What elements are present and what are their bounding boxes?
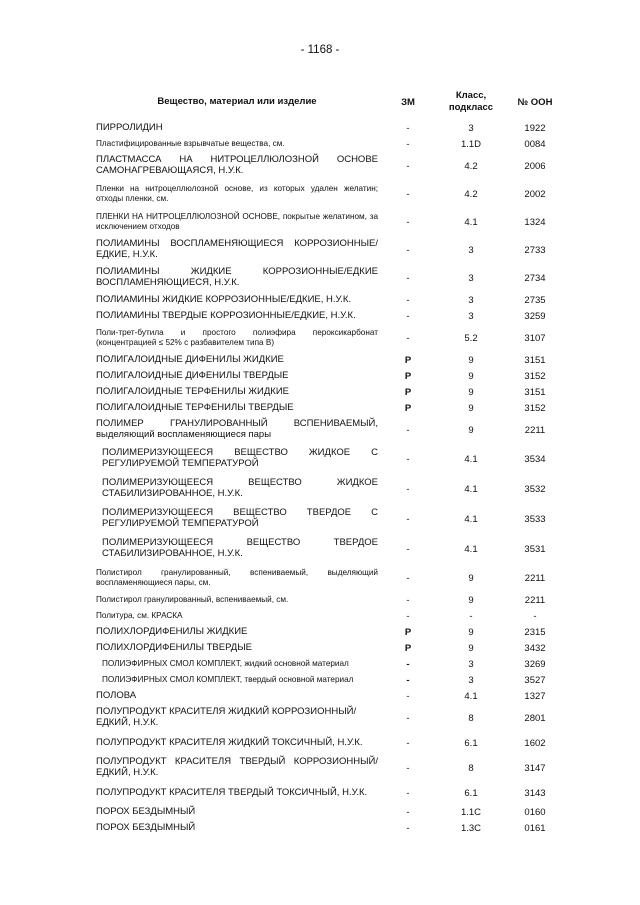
table-header bbox=[96, 84, 566, 120]
substance-name: ПОЛИХЛОРДИФЕНИЛЫ ТВЕРДЫЕ bbox=[96, 641, 252, 653]
substance-name: ПОЛИЭФИРНЫХ СМОЛ КОМПЛЕКТ, жидкий основной материал bbox=[102, 658, 349, 668]
substance-name: ПОЛОВА bbox=[96, 689, 137, 701]
un-number: 2734 bbox=[524, 272, 546, 284]
un-number: 3152 bbox=[524, 370, 546, 382]
substance-name: ПОЛИМЕРИЗУЮЩЕЕСЯ ВЕЩЕСТВО ТВЕРДОЕ С РЕГУЛИРУЕМОЙ ТЕМПЕРАТУРОЙ bbox=[102, 507, 378, 529]
table-row bbox=[96, 534, 566, 564]
table-row bbox=[96, 640, 566, 656]
substance-name: Пленки на нитроцеллюлозной основе, из которых удален желатин; отходы пленки, см. bbox=[96, 183, 378, 203]
header-substance: Вещество, материал или изделие bbox=[157, 95, 317, 107]
em-value: - bbox=[406, 244, 410, 256]
em-value: - bbox=[406, 690, 410, 702]
un-number: 1324 bbox=[524, 216, 546, 228]
substance-name: ПИРРОЛИДИН bbox=[96, 121, 163, 133]
em-value: - bbox=[406, 572, 410, 584]
em-value: - bbox=[406, 483, 410, 495]
em-value: - bbox=[406, 610, 410, 622]
substance-name: ПОЛИМЕРИЗУЮЩЕЕСЯ ВЕЩЕСТВО ЖИДКОЕ СТАБИЛИЗИРОВАННОЕ, Н.У.К. bbox=[102, 477, 378, 499]
class-value: 3 bbox=[468, 272, 474, 284]
em-value: - bbox=[406, 712, 410, 724]
em-value: - bbox=[406, 272, 410, 284]
un-number: 3151 bbox=[524, 386, 546, 398]
class-value: 4.1 bbox=[464, 543, 478, 555]
un-number: 3534 bbox=[524, 453, 546, 465]
table-row bbox=[96, 782, 566, 804]
class-value: 1.1C bbox=[460, 806, 482, 818]
class-value: 9 bbox=[468, 354, 474, 366]
substance-name: ПОЛИГАЛОИДНЫЕ ДИФЕНИЛЫ ЖИДКИЕ bbox=[96, 353, 284, 365]
un-number: - bbox=[533, 610, 537, 622]
table-row bbox=[96, 152, 566, 180]
table-row bbox=[96, 208, 566, 236]
un-number: 3531 bbox=[524, 543, 546, 555]
un-number: 2211 bbox=[524, 572, 546, 584]
table-row bbox=[96, 120, 566, 136]
class-value: 9 bbox=[468, 626, 474, 638]
em-value: - bbox=[406, 138, 410, 150]
class-value: 9 bbox=[468, 572, 474, 584]
class-value: 3 bbox=[468, 244, 474, 256]
substance-name: ПЛЕНКИ НА НИТРОЦЕЛЛЮЛОЗНОЙ ОСНОВЕ, покрытые желатином, за исключением отходов bbox=[96, 211, 378, 231]
em-value: - bbox=[406, 822, 410, 834]
un-number: 3107 bbox=[524, 332, 546, 344]
em-value: P bbox=[404, 354, 412, 366]
em-value: - bbox=[406, 806, 410, 818]
class-value: 3 bbox=[468, 294, 474, 306]
class-value: 4.1 bbox=[464, 513, 478, 525]
class-value: 1.3C bbox=[460, 822, 482, 834]
class-value: 4.2 bbox=[464, 160, 478, 172]
un-number: 2801 bbox=[524, 712, 546, 724]
em-value: - bbox=[406, 762, 410, 774]
substance-name: ПОЛУПРОДУКТ КРАСИТЕЛЯ ТВЕРДЫЙ КОРРОЗИОННЫЙ/ЕДКИЙ, Н.У.К. bbox=[96, 756, 378, 778]
em-value: P bbox=[404, 626, 412, 638]
un-number: 0160 bbox=[524, 806, 546, 818]
header-em: ЗМ bbox=[401, 96, 415, 108]
un-number: 2735 bbox=[524, 294, 546, 306]
em-value: - bbox=[406, 737, 410, 749]
un-number: 3533 bbox=[524, 513, 546, 525]
un-number: 3269 bbox=[524, 658, 546, 670]
table-row bbox=[96, 732, 566, 754]
substance-name: ПОЛИМЕРИЗУЮЩЕЕСЯ ВЕЩЕСТВО ЖИДКОЕ С РЕГУЛИРУЕМОЙ ТЕМПЕРАТУРОЙ bbox=[102, 447, 378, 469]
em-value: - bbox=[406, 453, 410, 465]
class-value: 3 bbox=[468, 310, 474, 322]
un-number: 3527 bbox=[524, 674, 546, 686]
table-row bbox=[96, 236, 566, 264]
substance-name: ПОРОХ БЕЗДЫМНЫЙ bbox=[96, 821, 196, 833]
table-row bbox=[96, 352, 566, 368]
class-value: 4.2 bbox=[464, 188, 478, 200]
un-number: 1602 bbox=[524, 737, 546, 749]
un-number: 2211 bbox=[524, 594, 546, 606]
table-row bbox=[96, 672, 566, 688]
em-value: - bbox=[406, 424, 410, 436]
em-value: P bbox=[404, 386, 412, 398]
class-value: 4.1 bbox=[464, 483, 478, 495]
un-number: 2315 bbox=[524, 626, 546, 638]
substance-name: Полистирол гранулированный, вспениваемый, выделяющий воспламеняющиеся пары, см. bbox=[96, 567, 378, 587]
substance-name: ПОЛУПРОДУКТ КРАСИТЕЛЯ ЖИДКИЙ ТОКСИЧНЫЙ, Н.У.К. bbox=[96, 736, 363, 748]
substance-name: Полистирол гранулированный, вспениваемый, см. bbox=[96, 594, 289, 604]
table-row bbox=[96, 292, 566, 308]
table-row bbox=[96, 416, 566, 444]
table-row bbox=[96, 384, 566, 400]
substance-name: ПОЛИАМИНЫ ТВЕРДЫЕ КОРРОЗИОННЫЕ/ЕДКИЕ, Н.У.К. bbox=[96, 309, 356, 321]
class-value: 4.1 bbox=[464, 216, 478, 228]
table-row bbox=[96, 656, 566, 672]
substance-name: ПОЛИЭФИРНЫХ СМОЛ КОМПЛЕКТ, твердый основной материал bbox=[102, 674, 354, 684]
class-value: 3 bbox=[468, 674, 474, 686]
em-value: P bbox=[404, 642, 412, 654]
table-row bbox=[96, 324, 566, 352]
em-value: - bbox=[406, 332, 410, 344]
un-number: 0161 bbox=[524, 822, 546, 834]
em-value: - bbox=[406, 188, 410, 200]
class-value: 4.1 bbox=[464, 453, 478, 465]
table-row bbox=[96, 264, 566, 292]
table-row bbox=[96, 608, 566, 624]
class-value: - bbox=[469, 610, 473, 622]
substance-name: ПОЛИГАЛОИДНЫЕ ТЕРФЕНИЛЫ ЖИДКИЕ bbox=[96, 385, 289, 397]
substance-name: ПОЛИГАЛОИДНЫЕ ТЕРФЕНИЛЫ ТВЕРДЫЕ bbox=[96, 401, 294, 413]
class-value: 9 bbox=[468, 424, 474, 436]
substance-name: ПОЛИАМИНЫ ВОСПЛАМЕНЯЮЩИЕСЯ КОРРОЗИОННЫЕ/ЕДКИЕ, Н.У.К. bbox=[96, 238, 378, 260]
class-value: 6.1 bbox=[464, 787, 478, 799]
un-number: 2211 bbox=[524, 424, 546, 436]
table-row bbox=[96, 400, 566, 416]
un-number: 3152 bbox=[524, 402, 546, 414]
table-row bbox=[96, 444, 566, 474]
class-value: 5.2 bbox=[464, 332, 478, 344]
table-row bbox=[96, 308, 566, 324]
un-number: 0084 bbox=[524, 138, 546, 150]
un-number: 1922 bbox=[524, 122, 546, 134]
class-value: 4.1 bbox=[464, 690, 478, 702]
class-value: 1.1D bbox=[460, 138, 482, 150]
substance-name: ПЛАСТМАССА НА НИТРОЦЕЛЛЮЛОЗНОЙ ОСНОВЕ САМОНАГРЕВАЮЩАЯСЯ, Н.У.К. bbox=[96, 154, 378, 176]
header-un-number: № ООН bbox=[517, 96, 553, 108]
table-row bbox=[96, 804, 566, 820]
em-value: - bbox=[406, 674, 410, 686]
table-row bbox=[96, 474, 566, 504]
class-value: 8 bbox=[468, 712, 474, 724]
table-row bbox=[96, 704, 566, 732]
substance-name: ПОЛИМЕР ГРАНУЛИРОВАННЫЙ ВСПЕНИВАЕМЫЙ, выделяющий воспламеняющиеся пары bbox=[96, 418, 378, 440]
class-value: 3 bbox=[468, 658, 474, 670]
em-value: - bbox=[406, 216, 410, 228]
table-row bbox=[96, 820, 566, 836]
table-row bbox=[96, 688, 566, 704]
em-value: - bbox=[406, 294, 410, 306]
class-value: 9 bbox=[468, 386, 474, 398]
em-value: - bbox=[406, 122, 410, 134]
substance-name: Пластифицированные взрывчатые вещества, см. bbox=[96, 138, 285, 148]
class-value: 9 bbox=[468, 594, 474, 606]
substance-name: ПОЛИАМИНЫ ЖИДКИЕ КОРРОЗИОННЫЕ/ЕДКИЕ, Н.У.К. bbox=[96, 293, 352, 305]
table-row bbox=[96, 564, 566, 592]
class-value: 3 bbox=[468, 122, 474, 134]
un-number: 2733 bbox=[524, 244, 546, 256]
substance-name: ПОЛИГАЛОИДНЫЕ ДИФЕНИЛЫ ТВЕРДЫЕ bbox=[96, 369, 289, 381]
un-number: 3532 bbox=[524, 483, 546, 495]
un-number: 2002 bbox=[524, 188, 546, 200]
header-class: Класс, подкласс bbox=[448, 90, 494, 113]
table-row bbox=[96, 592, 566, 608]
substance-name: Поли-трет-бутила и простого полиэфира пероксикарбонат (концентрацией ≤ 52% с разбавителем типа В) bbox=[96, 327, 378, 347]
class-value: 8 bbox=[468, 762, 474, 774]
class-value: 9 bbox=[468, 642, 474, 654]
substance-name: Политура, см. КРАСКА bbox=[96, 610, 183, 620]
substance-name: ПОРОХ БЕЗДЫМНЫЙ bbox=[96, 805, 196, 817]
substance-name: ПОЛИМЕРИЗУЮЩЕЕСЯ ВЕЩЕСТВО ТВЕРДОЕ СТАБИЛИЗИРОВАННОЕ, Н.У.К. bbox=[102, 537, 378, 559]
em-value: P bbox=[404, 402, 412, 414]
un-number: 3143 bbox=[524, 787, 546, 799]
em-value: P bbox=[404, 370, 412, 382]
class-value: 6.1 bbox=[464, 737, 478, 749]
substance-name: ПОЛИХЛОРДИФЕНИЛЫ ЖИДКИЕ bbox=[96, 625, 248, 637]
em-value: - bbox=[406, 310, 410, 322]
substance-name: ПОЛИАМИНЫ ЖИДКИЕ КОРРОЗИОННЫЕ/ЕДКИЕ ВОСПЛАМЕНЯЮЩИЕСЯ, Н.У.К. bbox=[96, 266, 378, 288]
class-value: 9 bbox=[468, 370, 474, 382]
table-row bbox=[96, 504, 566, 534]
un-number: 3151 bbox=[524, 354, 546, 366]
substance-name: ПОЛУПРОДУКТ КРАСИТЕЛЯ ТВЕРДЫЙ ТОКСИЧНЫЙ, Н.У.К. bbox=[96, 786, 368, 798]
em-value: - bbox=[406, 160, 410, 172]
em-value: - bbox=[406, 594, 410, 606]
un-number: 3432 bbox=[524, 642, 546, 654]
un-number: 3259 bbox=[524, 310, 546, 322]
un-number: 3147 bbox=[524, 762, 546, 774]
em-value: - bbox=[406, 513, 410, 525]
table-row bbox=[96, 368, 566, 384]
substance-table bbox=[96, 84, 566, 836]
table-row bbox=[96, 180, 566, 208]
class-value: 9 bbox=[468, 402, 474, 414]
un-number: 1327 bbox=[524, 690, 546, 702]
em-value: - bbox=[406, 658, 410, 670]
table-row bbox=[96, 136, 566, 152]
table-row bbox=[96, 754, 566, 782]
table-row bbox=[96, 624, 566, 640]
un-number: 2006 bbox=[524, 160, 546, 172]
page-number: - 1168 - bbox=[300, 44, 340, 56]
substance-name: ПОЛУПРОДУКТ КРАСИТЕЛЯ ЖИДКИЙ КОРРОЗИОННЫЙ/ЕДКИЙ, Н.У.К. bbox=[96, 706, 357, 728]
em-value: - bbox=[406, 543, 410, 555]
em-value: - bbox=[406, 787, 410, 799]
